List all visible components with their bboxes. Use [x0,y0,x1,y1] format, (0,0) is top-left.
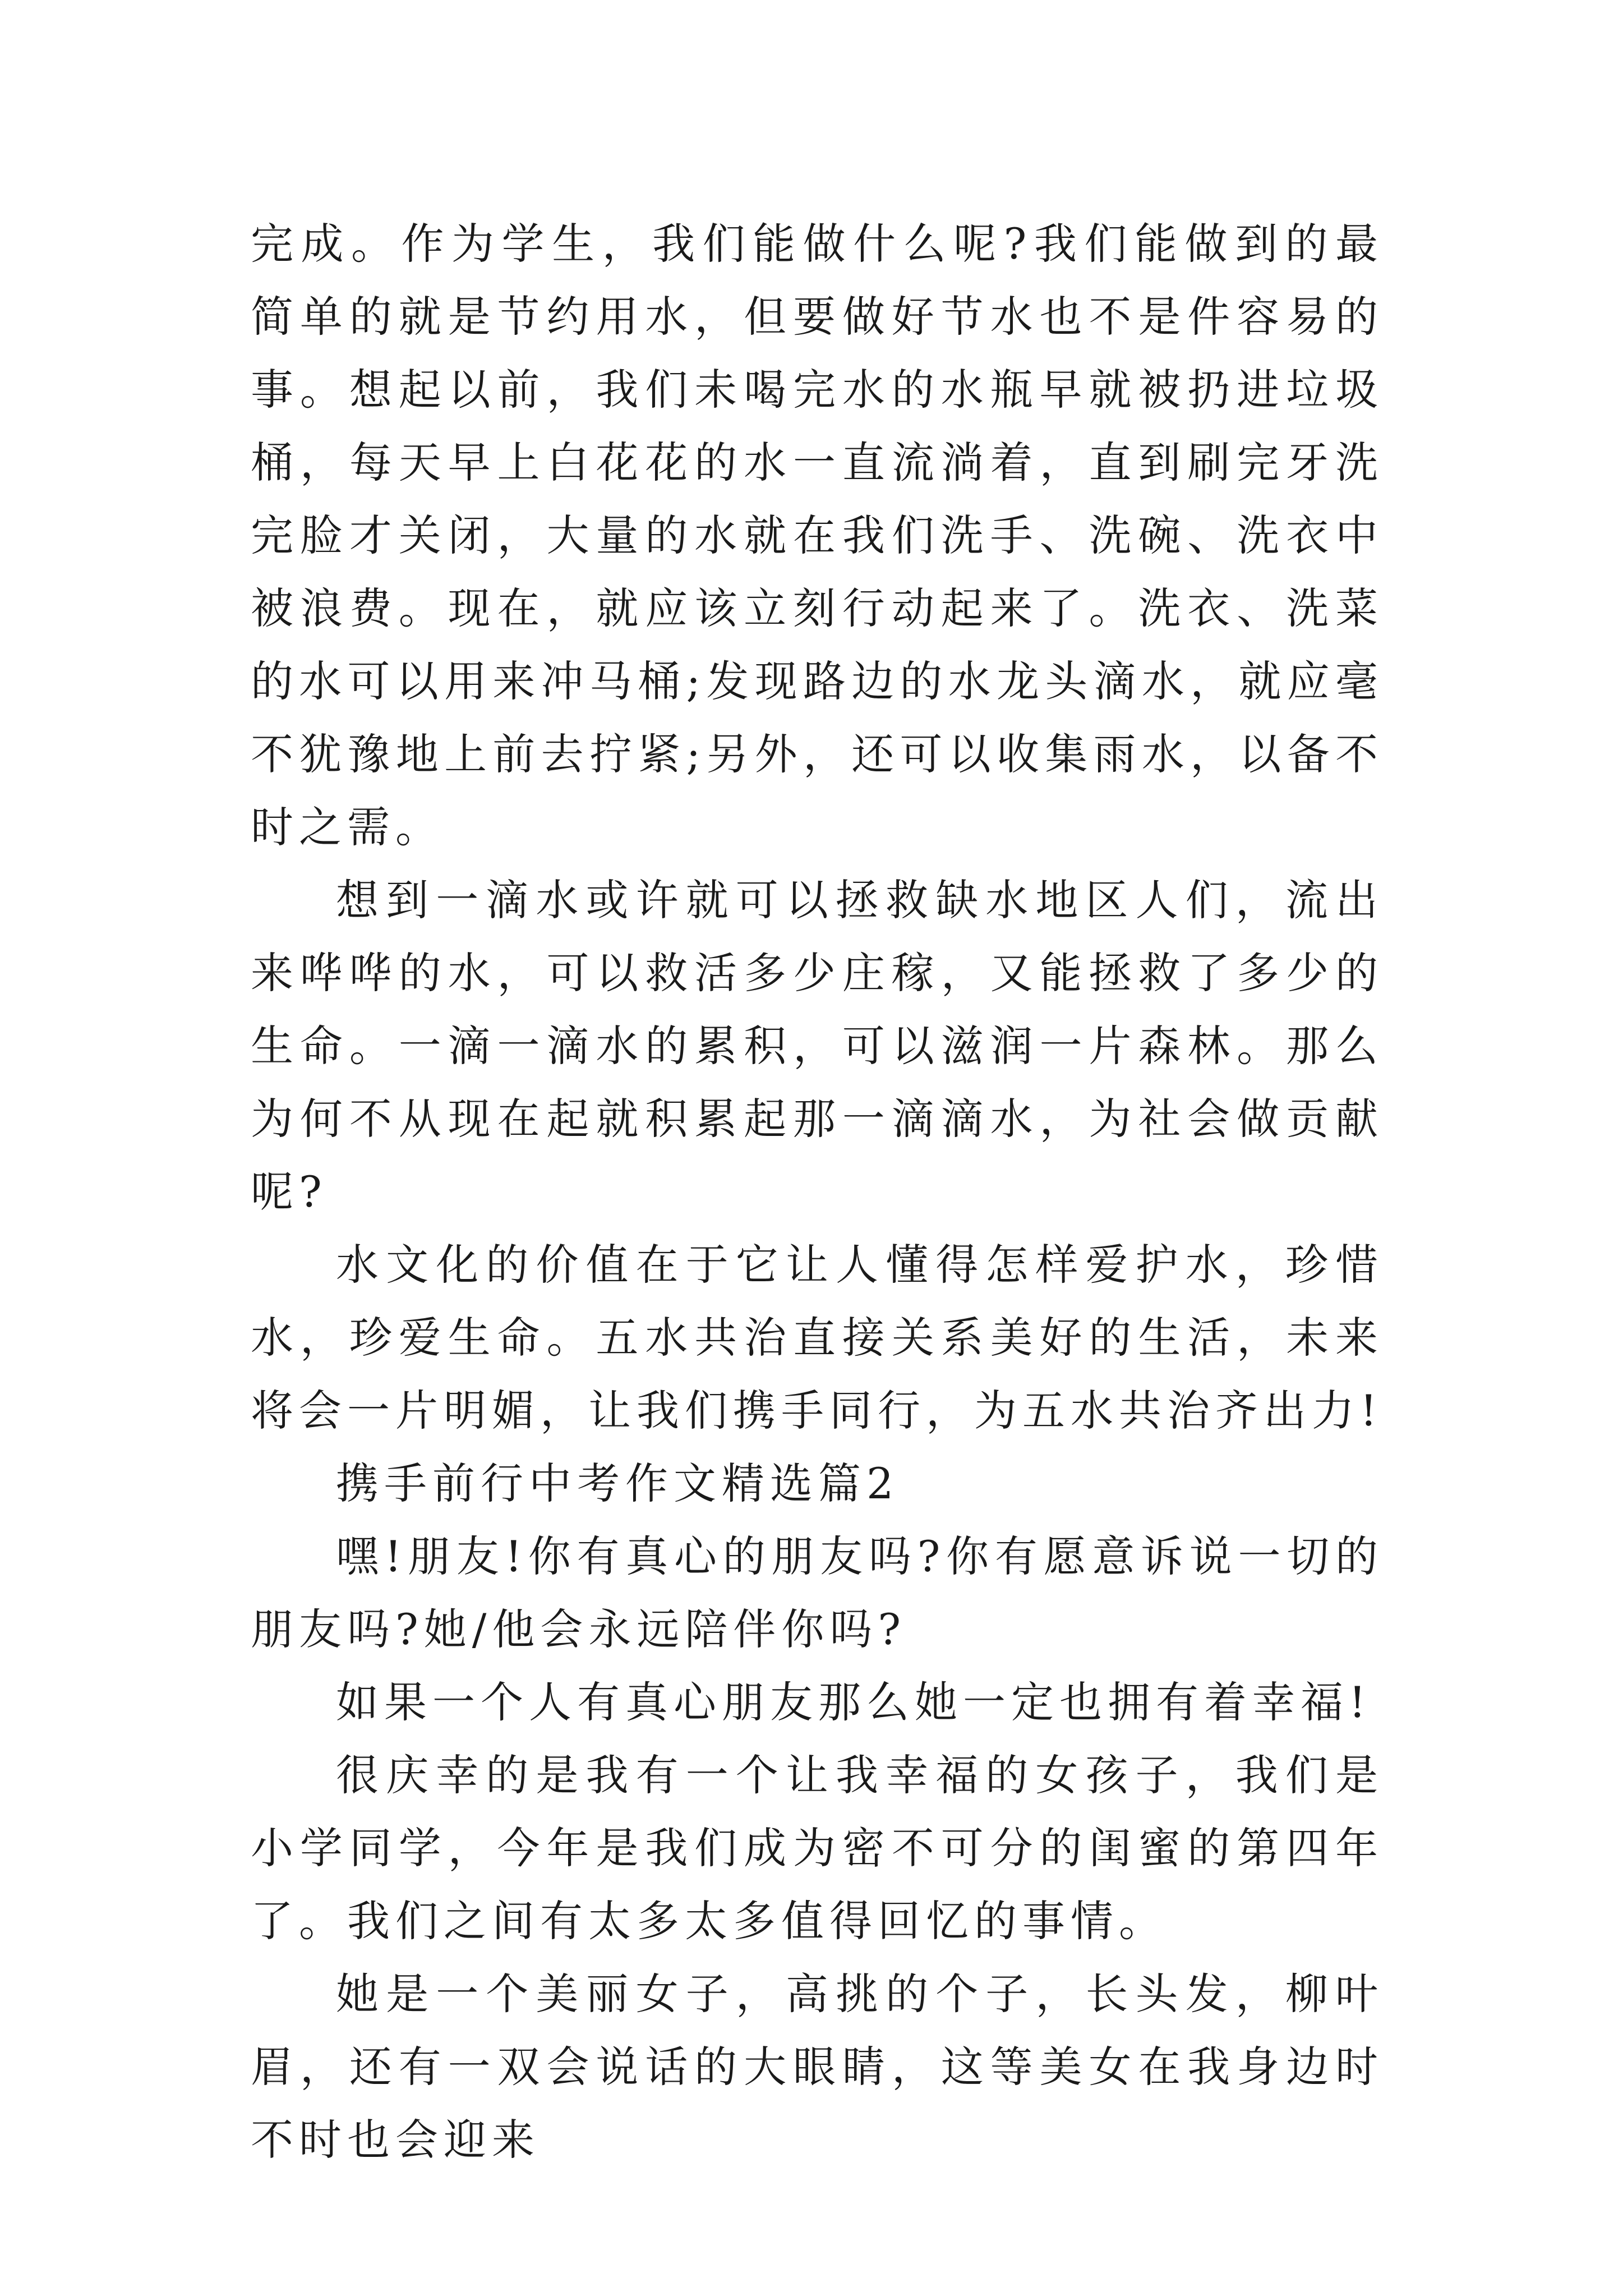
paragraph-water-saving: 完成。作为学生，我们能做什么呢?我们能做到的最简单的就是节约用水，但要做好节水也不是件容易的事。想起以前，我们未喝完水的水瓶早就被扔进垃圾桶，每天早上白花花的水一直流淌着，直到刷完牙洗完脸才关闭，大量的水就在我们洗手、洗碗、洗衣中被浪费。现在，就应该立刻行动起来了。洗衣、洗菜的水可以用来冲马桶;发现路边的水龙头滴水，就应毫不犹豫地上前去拧紧;另外，还可以收集雨水，以备不时之需。 [251,219,1384,852]
paragraph-happiness: 如果一个人有真心朋友那么她一定也拥有着幸福! [336,1677,1372,1727]
paragraph-friend-question: 嘿!朋友!你有真心的朋友吗?你有愿意诉说一切的朋友吗?她/他会永远陪伴你吗? [251,1531,1384,1654]
paragraph-best-friend: 很庆幸的是我有一个让我幸福的女孩子，我们是小学同学，今年是我们成为密不可分的闺蜜的第四年了。我们之间有太多太多值得回忆的事情。 [251,1750,1384,1946]
paragraph-description: 她是一个美丽女子，高挑的个子，长头发，柳叶眉，还有一双会说话的大眼睛，这等美女在我身边时不时也会迎来 [251,1969,1384,2165]
paragraph-one-drop: 想到一滴水或许就可以拯救缺水地区人们，流出来哗哗的水，可以救活多少庄稼，又能拯救了多少的生命。一滴一滴水的累积，可以滋润一片森林。那么为何不从现在起就积累起那一滴滴水，为社会做贡献呢? [251,875,1384,1217]
section-heading: 携手前行中考作文精选篇2 [336,1458,900,1508]
document-body [251,208,1384,2177]
paragraph-water-culture: 水文化的价值在于它让人懂得怎样爱护水，珍惜水，珍爱生命。五水共治直接关系美好的生活，未来将会一片明媚，让我们携手同行，为五水共治齐出力! [251,1240,1384,1435]
